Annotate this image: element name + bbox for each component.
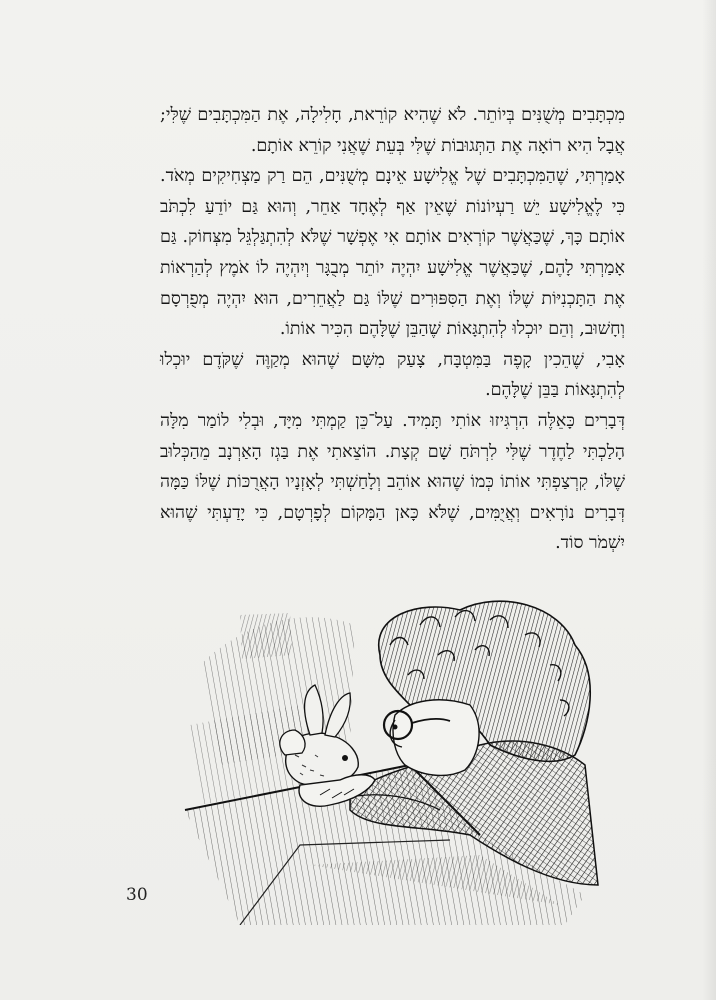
boy-with-rabbit-illustration bbox=[180, 595, 610, 925]
paragraph-4: דְּבָרִים כָּאֵלֶּה הִרְגִּיזוּ אוֹתִי תָּמִיד. עַל־כֵּן קַמְתִּי מִיָּד, וּבְלִי לוֹמַר מִלָּה הָלַכְתִּי לַחֶדֶר שֶׁלִּי לִרְתֹּחַ שָׁם קְצָת. הוֹצֵאתִי אֶת בַּגְז הָאַרְנָב מֵהַכְּלוּב שֶׁלּוֹ, קִרְצַפְתִּי אוֹתוֹ כְּמוֹ שֶׁהוּא אוֹהֵב וְלָחַשְׁתִּי לְאָזְנָיו הָאֲרֻכּוֹת שֶׁלּוֹ כַּמָּה דְּבָרִים נוֹרָאִים וְאֲיֻמִּים, שֶׁלֹּא כָּאן הַמָּקוֹם לְפָרְטָם, כִּי יָדַעְתִּי שֶׁהוּא יִשְׁמֹר סוֹד. bbox=[160, 410, 625, 554]
paragraph-1: מִכְתָּבִים מְשֻׁנִּים בְּיוֹתֵר. לֹא שֶׁהִיא קוֹרֵאת, חָלִילָה, אֶת הַמִּכְתָּבִים שֶׁלִּי; אֲבָל הִיא רוֹאָה אֶת הַתְּגוּבוֹת שֶׁלִּי בְּעֵת שֶׁאֲנִי קוֹרֵא אוֹתָם. bbox=[160, 105, 625, 156]
body-text bbox=[160, 100, 625, 559]
paragraph-2: אָמַרְתִּי, שֶׁהַמִּכְתָּבִים שֶׁל אֱלִישָׁע אֵינָם מְשֻׁנִּים, הֵם רַק מַצְחִיקִים מְאֹד. כִּי לֶאֱלִישָׁע יֵשׁ רַעְיוֹנוֹת שֶׁאֵין אַף לְאֶחָד אַחֵר, וְהוּא גַּם יוֹדֵעַ לִכְתֹּב אוֹתָם כָּךְ, שֶׁכַּאֲשֶׁר קוֹרְאִים אוֹתָם אִי אֶפְשָׁר שֶׁלֹּא לְהִתְגַּלְגֵּל מִצְּחוֹק. גַּם אָמַרְתִּי לָהֶם, שֶׁכַּאֲשֶׁר אֱלִישָׁע יִהְיֶה יוֹתֵר מְבֻגָּר וְיִהְיֶה לוֹ אֹמֶץ לְהַרְאוֹת אֶת הַתָּכְנִיּוֹת שֶׁלּוֹ וְאֶת הַסִּפּוּרִים שֶׁלּוֹ גַּם לַאֲחֵרִים, הוּא יִהְיֶה מְפֻרְסָם וְחָשׁוּב, וְהֵם יוּכְלוּ לְהִתְגָּאוֹת שֶׁהַבֵּן שֶׁלָּהֶם הִכִּיר אוֹתוֹ. bbox=[160, 166, 625, 340]
page-number: 30 bbox=[126, 885, 148, 905]
paragraph-3: אָבִי, שֶׁהֵכִין קָפֶה בַּמִּטְבָּח, צָעַק מִשָּׁם שֶׁהוּא מְקַוֶּה שֶׁקֹּדֶם יוּכְלוּ לְהִתְגָּאוֹת בַּבֵּן שֶׁלָּהֶם. bbox=[160, 349, 625, 401]
